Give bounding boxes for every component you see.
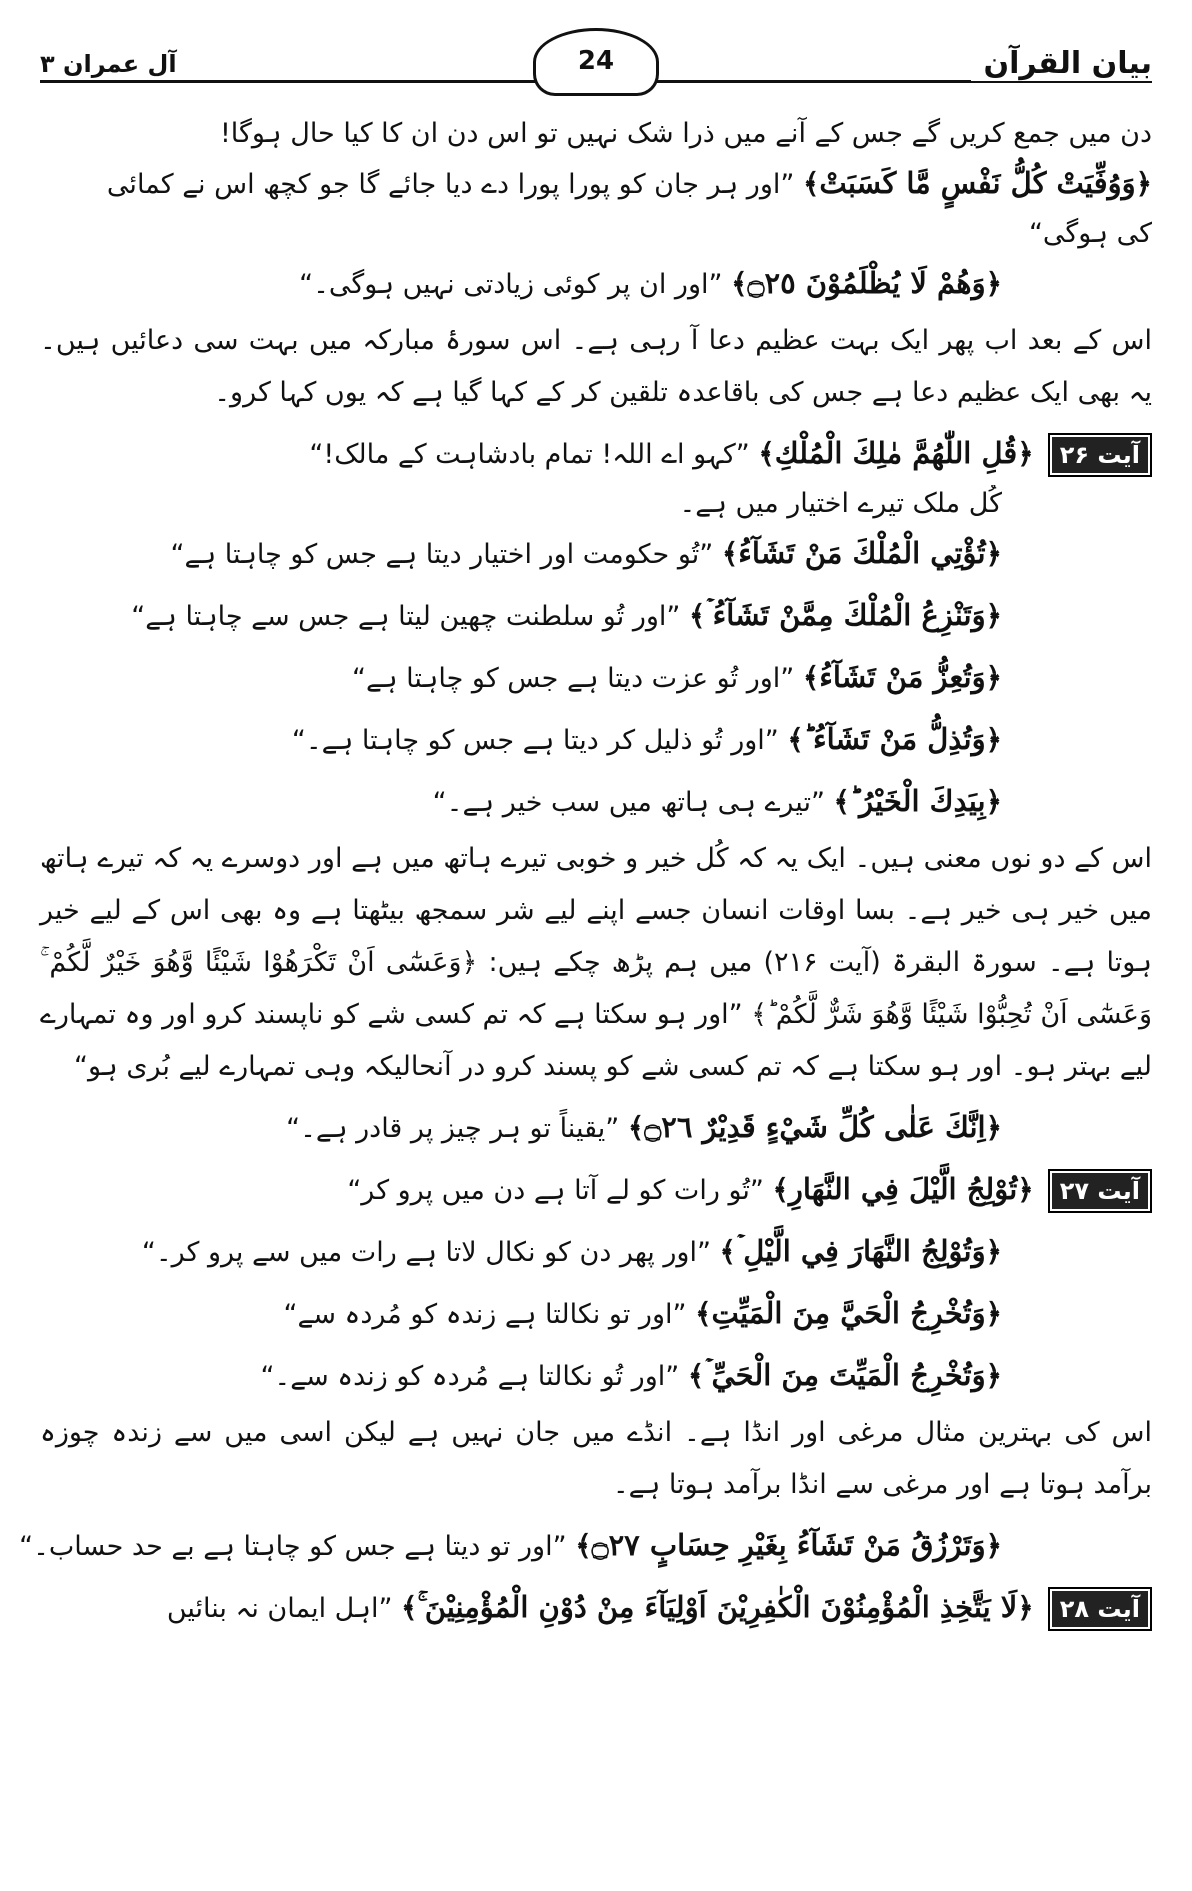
verse-b-arabic: وَهُمْ لَا يُظْلَمُوْنَ ۝٢٥ [747,266,986,300]
verse-27-3: ﴿وَتُخْرِجُ الْمَيِّتَ مِنَ الْحَيِّ ۡ﴾ ”اور تُو نکالتا ہے مُردہ کو زندہ سے۔“ [260,1358,1002,1392]
verse-26-5: ﴿بِيَدِكَ الْخَيْرُ ؕ﴾ ”تیرے ہی ہاتھ میں سب خیر ہے۔“ [432,784,1002,818]
page-header [40,20,1152,110]
paragraph-3: اس کی بہترین مثال مرغی اور انڈا ہے۔ انڈے میں جان نہیں ہے لیکن اسی میں سے زندہ چوزہ برآمد ہوتا ہے اور مرغی سے انڈا برآمد ہوتا ہے۔ [40,1417,1152,1500]
verse-26-2: ﴿وَتَنْزِعُ الْمُلْكَ مِمَّنْ تَشَآءُ ۡ﴾ ”اور تُو سلطنت چھین لیتا ہے جس سے چاہتا ہے“ [131,598,1002,632]
ayah-27-badge: آیت ۲۷ [1048,1169,1152,1213]
verse-c: ﴿اِنَّكَ عَلٰى كُلِّ شَيْءٍ قَدِيْرٌ ۝٢٦﴾ ”یقیناً تو ہر چیز پر قادر ہے۔“ [286,1110,1002,1144]
verse-27-1: ﴿وَتُوْلِجُ النَّهَارَ فِي الَّيْلِ ۡ﴾ ”اور پھر دن کو نکال لاتا ہے رات میں سے پرو کر۔“ [141,1234,1002,1268]
verse-a-translation-cont: کی ہوگی“ [1028,218,1152,249]
verse-26-3: ﴿وَتُعِزُّ مَنْ تَشَآءُ﴾ ”اور تُو عزت دیتا ہے جس کو چاہتا ہے“ [351,660,1002,694]
book-page [19,20,1152,1871]
paragraph-2: اس کے دو نوں معنی ہیں۔ ایک یہ کہ کُل خیر و خوبی تیرے ہاتھ میں ہے اور دوسرے یہ کہ تیرے ہاتھ میں خیر ہی خیر ہے۔ بسا اوقات انسان جسے اپنے لیے شر سمجھ بیٹھتا ہے وہ بھی اس کے لیے خیر ہوتا ہے۔ سورۃ البقرۃ (آیت ۲۱۶) میں ہم پڑھ چکے ہیں: ﴿وَعَسٰٓى اَنْ تَكْرَهُوْا شَيْئًا وَّهُوَ خَيْرٌ لَّكُمْ ۚ وَعَسٰٓى اَنْ تُحِبُّوْا شَيْئًا وَّهُوَ شَرٌّ لَّكُمْ ؕ﴾ ”اور ہو سکتا ہے کہ تم کسی شے کو ناپسند کرو اور وہ تمہارے لیے بہتر ہو۔ اور ہو سکتا ہے کہ تم کسی شے کو پسند کرو در آنحالیکہ وہی تمہارے لیے بُری ہو“ [40,843,1152,1082]
intro-line: دن میں جمع کریں گے جس کے آنے میں ذرا شک نہیں تو اس دن ان کا کیا حال ہوگا! [219,118,1152,149]
ayah-26-badge: آیت ۲۶ [1048,433,1152,477]
ayah-26-translation: ”کہو اے اللہ! تمام بادشاہت کے مالک!“ [309,439,750,470]
page-content [19,115,1152,1639]
surah-name: آل عمران ۳ [40,50,189,78]
verse-a-arabic: وَوُفِّيَتْ كُلُّ نَفْسٍ مَّا كَسَبَتْ [819,166,1136,200]
ayah-26-arabic: قُلِ اللّٰهُمَّ مٰلِكَ الْمُلْكِ [774,436,1018,470]
verse-d: ﴿وَتَرْزُقُ مَنْ تَشَآءُ بِغَيْرِ حِسَابٍ ۝٢٧﴾ ”اور تو دیتا ہے جس کو چاہتا ہے بے حد حساب۔“ [19,1528,1002,1562]
verse-26-4: ﴿وَتُذِلُّ مَنْ تَشَآءُ ؕ﴾ ”اور تُو ذلیل کر دیتا ہے جس کو چاہتا ہے۔“ [291,722,1002,756]
ayah-28: آیت ۲۸﴿لَا يَتَّخِذِ الْمُؤْمِنُوْنَ الْكٰفِرِيْنَ اَوْلِيَآءَ مِنْ دُوْنِ الْمُؤْمِنِيْنَ ۚ﴾ ”اہل ایمان نہ بنائیں [40,1577,1152,1639]
book-title: بیان القرآن [971,46,1152,81]
ayah-27: آیت ۲۷﴿تُوْلِجُ الَّيْلَ فِي النَّهَارِ﴾ ”تُو رات کو لے آتا ہے دن میں پرو کر“ [40,1159,1152,1221]
page-number: 24 [533,28,659,96]
ayah-28-badge: آیت ۲۸ [1048,1587,1152,1631]
verse-a-translation: ”اور ہر جان کو پورا پورا دے دیا جائے گا جو کچھ اس نے کمائی [106,169,795,200]
verse-27-2: ﴿وَتُخْرِجُ الْحَيَّ مِنَ الْمَيِّتِ﴾ ”اور تو نکالتا ہے زندہ کو مُردہ سے“ [283,1296,1002,1330]
ayah-26: آیت ۲۶﴿قُلِ اللّٰهُمَّ مٰلِكَ الْمُلْكِ﴾ ”کہو اے اللہ! تمام بادشاہت کے مالک!“ [40,423,1152,485]
verse-b-translation: ”اور ان پر کوئی زیادتی نہیں ہوگی۔“ [299,269,723,300]
paragraph-1: اس کے بعد اب پھر ایک بہت عظیم دعا آ رہی ہے۔ اس سورۂ مبارکہ میں بہت سی دعائیں ہیں۔ یہ بھی ایک عظیم دعا ہے جس کی باقاعدہ تلقین کر کے کہا گیا ہے کہ یوں کہا کرو۔ [40,325,1152,408]
verse-26-1: ﴿تُؤْتِي الْمُلْكَ مَنْ تَشَآءُ﴾ ”تُو حکومت اور اختیار دیتا ہے جس کو چاہتا ہے“ [170,536,1002,570]
mulk-line: کُل ملک تیرے اختیار میں ہے۔ [679,488,1002,519]
verse-a: ﴿وَوُفِّيَتْ كُلُّ نَفْسٍ مَّا كَسَبَتْ﴾ ”اور ہر جان کو پورا پورا دے دیا جائے گا جو کچھ اس نے کمائی [106,166,1152,200]
verse-b: ﴿وَهُمْ لَا يُظْلَمُوْنَ ۝٢٥﴾ ”اور ان پر کوئی زیادتی نہیں ہوگی۔“ [299,266,1002,300]
